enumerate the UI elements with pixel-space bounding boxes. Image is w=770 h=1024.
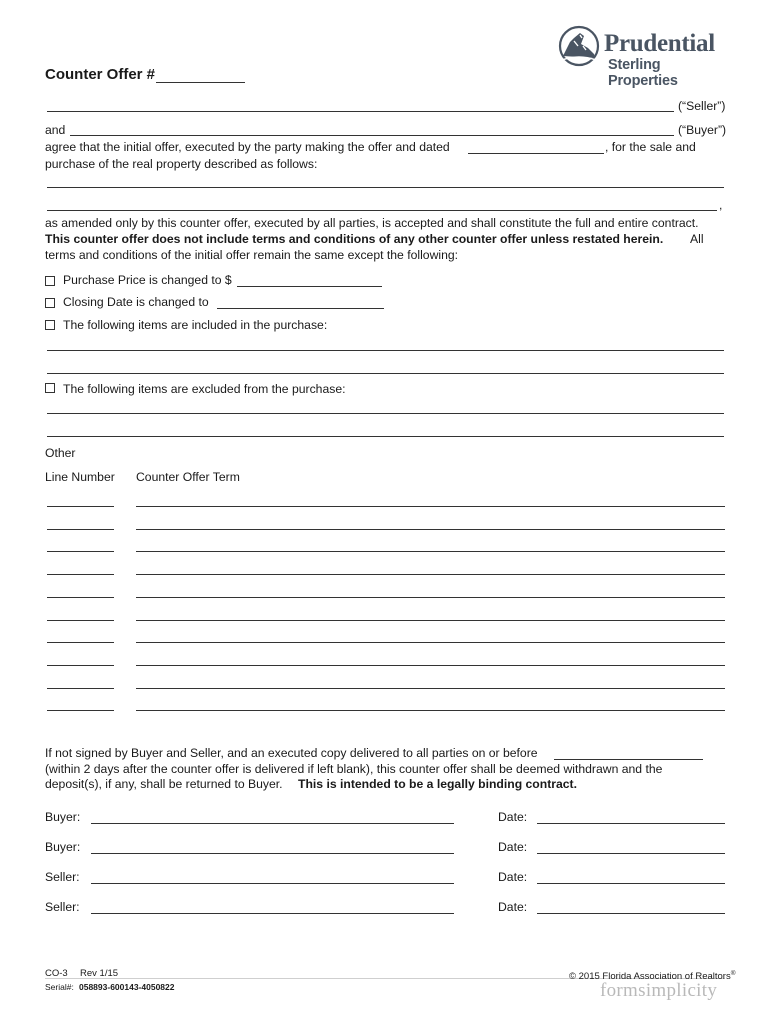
seller-label: (“Seller”) [678, 99, 726, 113]
all-word: All [690, 232, 704, 246]
copyright-text: © 2015 Florida Association of Realtors [569, 971, 731, 983]
line-number-field[interactable] [47, 620, 114, 621]
serial-number: 058893-600143-4050822 [79, 982, 175, 992]
buyer-name-field[interactable] [70, 135, 674, 136]
date-field[interactable] [537, 913, 725, 914]
comma: , [719, 198, 723, 212]
included-items-checkbox[interactable] [45, 320, 55, 330]
counter-offer-term-field[interactable] [136, 597, 725, 598]
signature-role: Buyer: [45, 810, 81, 824]
counter-offer-term-field[interactable] [136, 620, 725, 621]
rock-icon [558, 24, 600, 68]
date-label: Date: [498, 810, 528, 824]
excluded-items-line[interactable] [47, 436, 724, 437]
company-logo [558, 24, 733, 89]
terms-text: terms and conditions of the initial offer remain the same except the following: [45, 248, 459, 262]
agree-text: agree that the initial offer, executed by the party making the offer and dated [45, 140, 450, 154]
signature-field[interactable] [91, 853, 454, 854]
form-code: CO-3 [45, 968, 68, 979]
and-label: and [45, 123, 66, 137]
closing-date-checkbox[interactable] [45, 298, 55, 308]
counter-offer-term-field[interactable] [136, 506, 725, 507]
property-text: purchase of the real property described as follows: [45, 157, 318, 171]
counter-offer-term-field[interactable] [136, 688, 725, 689]
counter-offer-term-field[interactable] [136, 642, 725, 643]
line-number-field[interactable] [47, 665, 114, 666]
purchase-price-field[interactable] [237, 286, 382, 287]
bold-clause: This counter offer does not include terms and conditions of any other counter offer unless restated herein. [45, 232, 664, 246]
included-items-line[interactable] [47, 350, 724, 351]
date-label: Date: [498, 840, 528, 854]
included-items-line[interactable] [47, 373, 724, 374]
date-label: Date: [498, 870, 528, 884]
closing-line-1: If not signed by Buyer and Seller, and an executed copy delivered to all parties on or before [45, 746, 538, 760]
line-number-field[interactable] [47, 529, 114, 530]
counter-offer-term-field[interactable] [136, 551, 725, 552]
line-number-field[interactable] [47, 551, 114, 552]
excluded-items-line[interactable] [47, 413, 724, 414]
date-field[interactable] [537, 823, 725, 824]
registered-mark: ® [730, 970, 736, 977]
amended-text: as amended only by this counter offer, executed by all parties, is accepted and shall constitute the full and entire contract. [45, 216, 699, 230]
counter-offer-term-field[interactable] [136, 574, 725, 575]
line-number-field[interactable] [47, 597, 114, 598]
counter-offer-number-field[interactable] [156, 82, 245, 83]
page-title: Counter Offer # [45, 66, 156, 83]
closing-line-2: (within 2 days after the counter offer is delivered if left blank), this counter offer shall be deemed withdrawn and the [45, 762, 663, 776]
date-field[interactable] [537, 853, 725, 854]
date-field[interactable] [537, 883, 725, 884]
seller-name-field[interactable] [47, 111, 674, 112]
property-description-line[interactable] [47, 187, 724, 188]
line-number-header: Line Number [45, 470, 115, 484]
line-number-field[interactable] [47, 506, 114, 507]
excluded-items-label: The following items are excluded from the purchase: [63, 382, 346, 396]
signature-role: Buyer: [45, 840, 81, 854]
counter-offer-term-header: Counter Offer Term [136, 470, 240, 484]
closing-date-field[interactable] [217, 308, 384, 309]
serial-label: Serial#: [45, 982, 74, 992]
line-number-field[interactable] [47, 688, 114, 689]
date-label: Date: [498, 900, 528, 914]
signature-field[interactable] [91, 823, 454, 824]
closing-date-label: Closing Date is changed to [63, 295, 209, 309]
other-label: Other [45, 446, 76, 460]
counter-offer-term-field[interactable] [136, 665, 725, 666]
purchase-price-label: Purchase Price is changed to $ [63, 273, 232, 287]
offer-date-field[interactable] [468, 153, 604, 154]
counter-offer-term-field[interactable] [136, 710, 725, 711]
signature-field[interactable] [91, 883, 454, 884]
excluded-items-checkbox[interactable] [45, 383, 55, 393]
buyer-label: (“Buyer”) [678, 123, 727, 137]
logo-subtitle: Sterling Properties [608, 57, 678, 89]
included-items-label: The following items are included in the purchase: [63, 318, 328, 332]
signature-role: Seller: [45, 870, 80, 884]
signature-role: Seller: [45, 900, 80, 914]
line-number-field[interactable] [47, 710, 114, 711]
revision: Rev 1/15 [80, 968, 119, 979]
closing-line-3: deposit(s), if any, shall be returned to Buyer. [45, 777, 283, 791]
sale-suffix: , for the sale and [605, 140, 696, 154]
counter-offer-term-field[interactable] [136, 529, 725, 530]
logo-name: Prudential [604, 30, 715, 57]
deadline-date-field[interactable] [554, 759, 703, 760]
line-number-field[interactable] [47, 642, 114, 643]
formsimplicity-brand: formsimplicity [600, 980, 718, 1001]
property-description-line[interactable] [47, 210, 717, 211]
signature-field[interactable] [91, 913, 454, 914]
purchase-price-checkbox[interactable] [45, 276, 55, 286]
line-number-field[interactable] [47, 574, 114, 575]
binding-contract-text: This is intended to be a legally binding contract. [298, 777, 577, 791]
